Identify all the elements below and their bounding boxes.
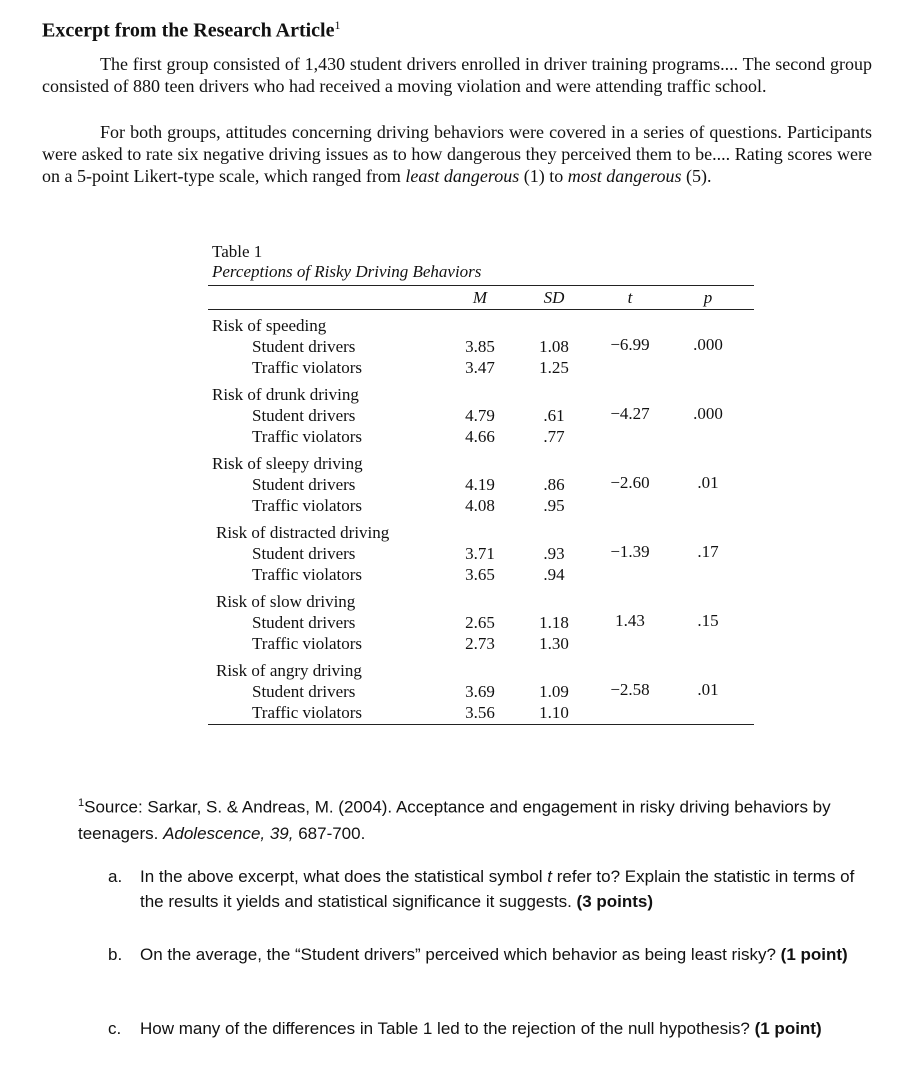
table-cell-m-student: 3.71 — [465, 544, 495, 563]
table-bottom-rule — [208, 724, 754, 725]
table-row-group-student: Student drivers — [252, 613, 356, 632]
table-cell-t: 1.43 — [615, 611, 645, 630]
table-cell-m-violators: 4.08 — [465, 496, 495, 515]
table-cell-m-violators: 2.73 — [465, 634, 495, 653]
table-cell-t: −2.60 — [610, 473, 650, 492]
source-citation: $^1$Source: Sarkar, S. & Andreas, M. (2004). Acceptance and engagement in risky driving behaviors by teenagers. Adolescence, 39, 687-700. — [78, 797, 831, 843]
table-cell-p: .01 — [697, 473, 719, 492]
table-row-group-violators: Traffic violators — [252, 703, 363, 722]
col-header-p: p — [703, 288, 713, 307]
table-cell-m-student: 3.69 — [465, 682, 495, 701]
table-cell-m-violators: 4.66 — [465, 427, 495, 446]
table-row-group-violators: Traffic violators — [252, 427, 363, 446]
table-header-rule — [208, 309, 754, 310]
table-cell-sd-student: 1.08 — [539, 337, 569, 356]
table-cell-m-violators: 3.65 — [465, 565, 495, 584]
table-row-group-violators: Traffic violators — [252, 358, 363, 377]
table-row-behavior: Risk of speeding — [212, 316, 327, 335]
table-cell-sd-student: 1.09 — [539, 682, 569, 701]
col-header-sd: SD — [543, 288, 565, 307]
excerpt-heading: Excerpt from the Research Article$^1$ — [42, 18, 341, 42]
table-row-group-violators: Traffic violators — [252, 565, 363, 584]
table-cell-t: −4.27 — [610, 404, 650, 423]
table-cell-t: −1.39 — [610, 542, 650, 561]
table-cell-m-violators: 3.56 — [465, 703, 495, 722]
table-cell-t: −6.99 — [610, 335, 650, 354]
table-row-group-violators: Traffic violators — [252, 496, 363, 515]
table-cell-m-student: 3.85 — [465, 337, 495, 356]
table-cell-p: .15 — [697, 611, 719, 630]
table-row-group-student: Student drivers — [252, 337, 356, 356]
table-cell-sd-student: .86 — [543, 475, 565, 494]
table-top-rule — [208, 285, 754, 286]
table-cell-sd-student: 1.18 — [539, 613, 569, 632]
table-cell-sd-student: .61 — [543, 406, 565, 425]
footnote-mark: 1 — [334, 18, 341, 32]
table-cell-p: .17 — [697, 542, 719, 561]
table-row-behavior: Risk of angry driving — [216, 661, 362, 680]
table-row-group-student: Student drivers — [252, 475, 356, 494]
table-cell-m-violators: 3.47 — [465, 358, 495, 377]
table-cell-p: .01 — [697, 680, 719, 699]
table-cell-sd-violators: 1.25 — [539, 358, 569, 377]
table-title: Perceptions of Risky Driving Behaviors — [212, 262, 482, 281]
table-row-group-student: Student drivers — [252, 544, 356, 563]
excerpt-paragraph-2: For both groups, attitudes concerning driving behaviors were covered in a series of questions. Participants were asked to rate six negative driving issues as to how dangerous they perceived them to be.... Rating scores were on a 5-point Likert-type scale, which ranged from least dangerous (1) to most dangerous (5). — [42, 122, 872, 186]
table-row-behavior: Risk of distracted driving — [216, 523, 390, 542]
col-header-t: t — [627, 288, 633, 307]
table-cell-p: .000 — [693, 335, 723, 354]
table-cell-sd-violators: .94 — [543, 565, 565, 584]
excerpt-paragraph-1: The first group consisted of 1,430 student drivers enrolled in driver training programs.... The second group consisted of 880 teen drivers who had received a moving violation and were attending traffic school. — [42, 54, 872, 96]
table-cell-t: −2.58 — [610, 680, 650, 699]
table-cell-sd-student: .93 — [543, 544, 565, 563]
col-header-m: M — [472, 288, 488, 307]
table-cell-sd-violators: 1.30 — [539, 634, 569, 653]
table-row-group-student: Student drivers — [252, 406, 356, 425]
table-cell-sd-violators: .95 — [543, 496, 565, 515]
table-cell-sd-violators: .77 — [543, 427, 565, 446]
table-row-behavior: Risk of slow driving — [216, 592, 356, 611]
table-row-group-student: Student drivers — [252, 682, 356, 701]
table-label: Table 1 — [212, 242, 263, 261]
table-row-behavior: Risk of drunk driving — [212, 385, 359, 404]
table-cell-m-student: 4.19 — [465, 475, 495, 494]
table-row-group-violators: Traffic violators — [252, 634, 363, 653]
table-cell-m-student: 2.65 — [465, 613, 495, 632]
table-cell-p: .000 — [693, 404, 723, 423]
table-row-behavior: Risk of sleepy driving — [212, 454, 363, 473]
table-cell-sd-violators: 1.10 — [539, 703, 569, 722]
table-cell-m-student: 4.79 — [465, 406, 495, 425]
